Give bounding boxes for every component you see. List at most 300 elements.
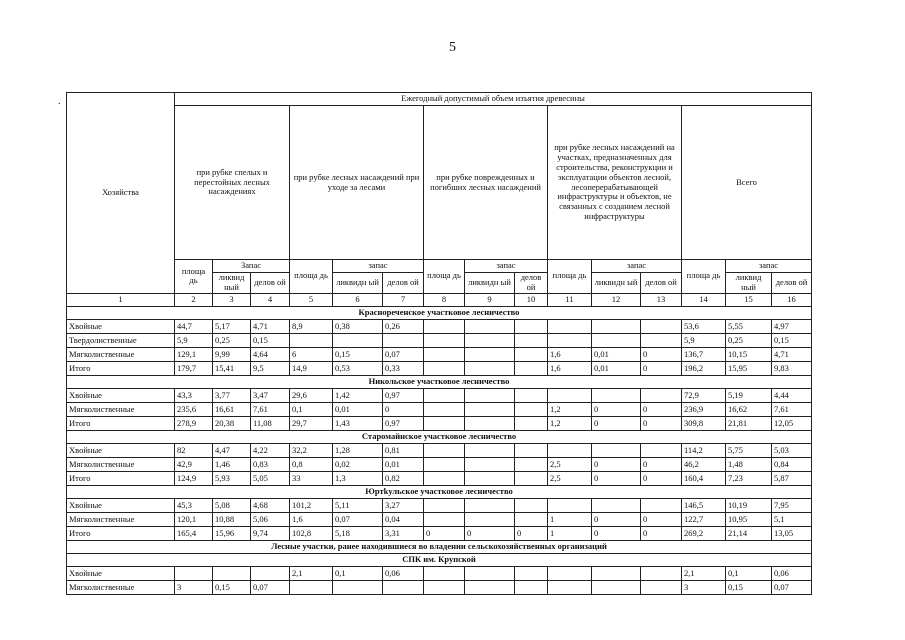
value-cell: 20,38: [213, 416, 251, 430]
value-cell: [465, 512, 515, 526]
species-label: Мягколиственные: [67, 457, 175, 471]
value-cell: 0,15: [333, 347, 383, 361]
value-cell: 0,26: [383, 319, 424, 333]
value-cell: [424, 580, 465, 594]
value-cell: 0,82: [383, 471, 424, 485]
value-cell: 0,83: [251, 457, 290, 471]
value-cell: 4,71: [772, 347, 812, 361]
value-cell: 2,1: [290, 566, 333, 580]
area-header: площа дь: [175, 260, 213, 294]
value-cell: 0,25: [726, 333, 772, 347]
value-cell: 7,61: [772, 402, 812, 416]
value-cell: [641, 388, 682, 402]
value-cell: 72,9: [682, 388, 726, 402]
value-cell: 2,5: [548, 471, 592, 485]
value-cell: [641, 443, 682, 457]
value-cell: [592, 333, 641, 347]
value-cell: 0,53: [333, 361, 383, 375]
value-cell: [515, 512, 548, 526]
value-cell: 0,81: [383, 443, 424, 457]
value-cell: 0,97: [383, 388, 424, 402]
value-cell: [290, 333, 333, 347]
value-cell: 5,1: [772, 512, 812, 526]
value-cell: 101,2: [290, 498, 333, 512]
value-cell: 5,17: [213, 319, 251, 333]
value-cell: [424, 457, 465, 471]
column-number: 15: [726, 293, 772, 306]
value-cell: [592, 580, 641, 594]
species-label: Хвойные: [67, 498, 175, 512]
group-care-header: при рубке лесных насаждений при уходе за лесами: [290, 106, 424, 260]
value-cell: 1: [548, 526, 592, 540]
value-cell: [251, 566, 290, 580]
value-cell: 0: [424, 526, 465, 540]
value-cell: 33: [290, 471, 333, 485]
value-cell: 1,6: [548, 361, 592, 375]
value-cell: [515, 361, 548, 375]
value-cell: 0,02: [333, 457, 383, 471]
column-number: 3: [213, 293, 251, 306]
value-cell: 7,61: [251, 402, 290, 416]
value-cell: 0,01: [383, 457, 424, 471]
value-cell: [515, 471, 548, 485]
value-cell: 43,3: [175, 388, 213, 402]
page-number: 5: [449, 40, 456, 55]
value-cell: [515, 333, 548, 347]
value-cell: 15,95: [726, 361, 772, 375]
value-cell: 5,55: [726, 319, 772, 333]
business-header: делов ой: [515, 273, 548, 294]
business-header: делов ой: [251, 273, 290, 294]
value-cell: 0: [641, 347, 682, 361]
value-cell: [290, 580, 333, 594]
value-cell: 3,77: [213, 388, 251, 402]
table-row: [67, 402, 812, 416]
value-cell: [213, 566, 251, 580]
value-cell: 236,9: [682, 402, 726, 416]
species-label: Хвойные: [67, 319, 175, 333]
value-cell: 4,68: [251, 498, 290, 512]
section-title: Краснореченское участковое лесничество: [67, 306, 812, 319]
value-cell: 5,9: [175, 333, 213, 347]
value-cell: 21,14: [726, 526, 772, 540]
value-cell: 13,05: [772, 526, 812, 540]
table-row: [67, 580, 812, 594]
annual-volume-header: Ежегодный допустимый объем изъятия древесины: [175, 93, 812, 106]
value-cell: 42,9: [175, 457, 213, 471]
value-cell: [548, 319, 592, 333]
value-cell: 16,62: [726, 402, 772, 416]
value-cell: 46,2: [682, 457, 726, 471]
value-cell: 0,1: [726, 566, 772, 580]
timber-volume-table: [66, 92, 812, 595]
stock-header: запас: [726, 260, 812, 273]
value-cell: 15,96: [213, 526, 251, 540]
stock-header: запас: [465, 260, 548, 273]
table-row: [67, 319, 812, 333]
value-cell: 0,07: [333, 512, 383, 526]
value-cell: 1,6: [290, 512, 333, 526]
value-cell: 4,44: [772, 388, 812, 402]
table-row: [67, 361, 812, 375]
value-cell: 3,27: [383, 498, 424, 512]
value-cell: 0: [592, 457, 641, 471]
value-cell: [465, 347, 515, 361]
value-cell: [424, 333, 465, 347]
species-label: Хвойные: [67, 388, 175, 402]
value-cell: 8,9: [290, 319, 333, 333]
value-cell: 0,25: [213, 333, 251, 347]
value-cell: 5,87: [772, 471, 812, 485]
value-cell: 0: [592, 526, 641, 540]
value-cell: 0: [383, 402, 424, 416]
value-cell: 160,4: [682, 471, 726, 485]
column-number: 11: [548, 293, 592, 306]
value-cell: 122,7: [682, 512, 726, 526]
value-cell: [592, 388, 641, 402]
value-cell: 0,01: [333, 402, 383, 416]
value-cell: 10,15: [726, 347, 772, 361]
value-cell: 0,07: [383, 347, 424, 361]
value-cell: 10,95: [726, 512, 772, 526]
value-cell: 0: [641, 471, 682, 485]
value-cell: 0: [592, 402, 641, 416]
value-cell: 136,7: [682, 347, 726, 361]
value-cell: 0,15: [213, 580, 251, 594]
value-cell: [592, 319, 641, 333]
column-number: 12: [592, 293, 641, 306]
value-cell: 0: [465, 526, 515, 540]
value-cell: 1,2: [548, 402, 592, 416]
value-cell: [641, 580, 682, 594]
species-label: Итого: [67, 471, 175, 485]
value-cell: 15,41: [213, 361, 251, 375]
liquid-header: ликвидн ый: [333, 273, 383, 294]
value-cell: [515, 457, 548, 471]
value-cell: [515, 443, 548, 457]
value-cell: 1: [548, 512, 592, 526]
value-cell: 7,23: [726, 471, 772, 485]
value-cell: 1,42: [333, 388, 383, 402]
value-cell: 5,75: [726, 443, 772, 457]
group-mature-header: при рубке спелых и перестойных лесных насаждениях: [175, 106, 290, 260]
table-row: [67, 526, 812, 540]
value-cell: [515, 388, 548, 402]
value-cell: 16,61: [213, 402, 251, 416]
value-cell: [641, 319, 682, 333]
value-cell: 1,28: [333, 443, 383, 457]
column-number: 2: [175, 293, 213, 306]
value-cell: 10,19: [726, 498, 772, 512]
value-cell: 29,6: [290, 388, 333, 402]
value-cell: [424, 443, 465, 457]
species-label: Итого: [67, 526, 175, 540]
liquid-header: ликвидн ый: [465, 273, 515, 294]
value-cell: 4,47: [213, 443, 251, 457]
value-cell: 0,06: [772, 566, 812, 580]
value-cell: 0: [641, 416, 682, 430]
value-cell: [548, 580, 592, 594]
value-cell: 6: [290, 347, 333, 361]
value-cell: 0,1: [290, 402, 333, 416]
group-damaged-header: при рубке поврежденных и погибших лесных насаждений: [424, 106, 548, 260]
species-label: Хвойные: [67, 443, 175, 457]
column-number: 14: [682, 293, 726, 306]
value-cell: 0,15: [251, 333, 290, 347]
value-cell: 0: [641, 361, 682, 375]
value-cell: 4,64: [251, 347, 290, 361]
value-cell: 0,01: [592, 347, 641, 361]
value-cell: 0,33: [383, 361, 424, 375]
column-number: 1: [67, 293, 175, 306]
value-cell: 1,43: [333, 416, 383, 430]
value-cell: 5,11: [333, 498, 383, 512]
area-header: площа дь: [548, 260, 592, 294]
value-cell: [424, 388, 465, 402]
margin-dot: .: [58, 96, 61, 107]
value-cell: 3: [175, 580, 213, 594]
value-cell: 5,93: [213, 471, 251, 485]
value-cell: 9,74: [251, 526, 290, 540]
table-row: [67, 347, 812, 361]
value-cell: [548, 388, 592, 402]
value-cell: 3,47: [251, 388, 290, 402]
value-cell: 165,4: [175, 526, 213, 540]
farms-header: Хозяйства: [67, 93, 175, 294]
value-cell: 129,1: [175, 347, 213, 361]
value-cell: 5,08: [213, 498, 251, 512]
species-label: Мягколиственные: [67, 512, 175, 526]
value-cell: 0,15: [772, 333, 812, 347]
column-number: 9: [465, 293, 515, 306]
value-cell: 0: [641, 512, 682, 526]
value-cell: [641, 566, 682, 580]
value-cell: [465, 443, 515, 457]
section-title: Лесные участки, ранее находившиеся во владении сельскохозяйственных организаций: [67, 540, 812, 553]
species-label: Хвойные: [67, 566, 175, 580]
value-cell: 0: [515, 526, 548, 540]
group-total-header: Всего: [682, 106, 812, 260]
value-cell: [515, 498, 548, 512]
value-cell: 0,07: [251, 580, 290, 594]
value-cell: 5,18: [333, 526, 383, 540]
species-label: Мягколиственные: [67, 580, 175, 594]
column-number: 16: [772, 293, 812, 306]
table-row: [67, 457, 812, 471]
column-number: 8: [424, 293, 465, 306]
table-row: [67, 498, 812, 512]
section-title: Старомайнское участковое лесничество: [67, 430, 812, 443]
value-cell: 2,1: [682, 566, 726, 580]
value-cell: 269,2: [682, 526, 726, 540]
value-cell: [465, 402, 515, 416]
value-cell: [592, 498, 641, 512]
value-cell: 0,84: [772, 457, 812, 471]
value-cell: [465, 566, 515, 580]
value-cell: [383, 333, 424, 347]
value-cell: [548, 443, 592, 457]
value-cell: 0,15: [726, 580, 772, 594]
value-cell: [175, 566, 213, 580]
section-title: Юртkульское участковое лесничество: [67, 485, 812, 498]
value-cell: 0: [592, 416, 641, 430]
value-cell: [548, 498, 592, 512]
value-cell: [465, 416, 515, 430]
value-cell: 12,05: [772, 416, 812, 430]
value-cell: [465, 361, 515, 375]
value-cell: 7,95: [772, 498, 812, 512]
business-header: делов ой: [772, 273, 812, 294]
value-cell: 4,71: [251, 319, 290, 333]
value-cell: 0,01: [592, 361, 641, 375]
value-cell: 1,46: [213, 457, 251, 471]
value-cell: 1,2: [548, 416, 592, 430]
value-cell: 9,99: [213, 347, 251, 361]
value-cell: [424, 498, 465, 512]
column-number: 6: [333, 293, 383, 306]
value-cell: [465, 471, 515, 485]
stock-header: запас: [333, 260, 424, 273]
value-cell: [548, 566, 592, 580]
value-cell: 82: [175, 443, 213, 457]
value-cell: [424, 319, 465, 333]
table-row: [67, 512, 812, 526]
value-cell: [592, 443, 641, 457]
stock-header: Запас: [213, 260, 290, 273]
value-cell: [515, 580, 548, 594]
value-cell: 11,08: [251, 416, 290, 430]
value-cell: [424, 402, 465, 416]
value-cell: [548, 333, 592, 347]
value-cell: [465, 580, 515, 594]
value-cell: 114,2: [682, 443, 726, 457]
liquid-header: ликвид ный: [213, 273, 251, 294]
value-cell: [641, 498, 682, 512]
value-cell: [592, 566, 641, 580]
value-cell: [383, 580, 424, 594]
value-cell: 5,9: [682, 333, 726, 347]
liquid-header: ликвидн ый: [592, 273, 641, 294]
group-construction-header: при рубке лесных насаждений на участках, предназначенных для строительства, реконструкции и эксплуатации объектов лесной, лесоперерабатывающей инфраструктуры и объектов, не связанных с созданием лесной инфраструктуры: [548, 106, 682, 260]
value-cell: [424, 416, 465, 430]
table-row: [67, 388, 812, 402]
area-header: площа дь: [424, 260, 465, 294]
value-cell: [641, 333, 682, 347]
column-number: 13: [641, 293, 682, 306]
value-cell: 1,6: [548, 347, 592, 361]
value-cell: 0,06: [383, 566, 424, 580]
value-cell: 21,81: [726, 416, 772, 430]
value-cell: [515, 566, 548, 580]
column-number: 7: [383, 293, 424, 306]
area-header: площа дь: [290, 260, 333, 294]
section-title: Никольское участковое лесничество: [67, 375, 812, 388]
column-number: 5: [290, 293, 333, 306]
value-cell: 4,97: [772, 319, 812, 333]
value-cell: 0: [641, 457, 682, 471]
value-cell: [465, 319, 515, 333]
value-cell: 0: [592, 512, 641, 526]
liquid-header: ликвид ный: [726, 273, 772, 294]
value-cell: [424, 471, 465, 485]
value-cell: 4,22: [251, 443, 290, 457]
species-label: Итого: [67, 416, 175, 430]
value-cell: 0,1: [333, 566, 383, 580]
species-label: Итого: [67, 361, 175, 375]
value-cell: [515, 416, 548, 430]
value-cell: 1,48: [726, 457, 772, 471]
table-row: [67, 333, 812, 347]
species-label: Мягколиственные: [67, 402, 175, 416]
value-cell: 309,8: [682, 416, 726, 430]
value-cell: 3,31: [383, 526, 424, 540]
value-cell: 45,3: [175, 498, 213, 512]
table-row: [67, 471, 812, 485]
species-label: Твердолиственные: [67, 333, 175, 347]
value-cell: [465, 457, 515, 471]
value-cell: 196,2: [682, 361, 726, 375]
value-cell: 0: [641, 526, 682, 540]
value-cell: 0: [592, 471, 641, 485]
value-cell: [424, 566, 465, 580]
stock-header: запас: [592, 260, 682, 273]
value-cell: [515, 347, 548, 361]
value-cell: 44,7: [175, 319, 213, 333]
section-title: СПК им. Крупской: [67, 553, 812, 566]
value-cell: 5,19: [726, 388, 772, 402]
table-row: [67, 443, 812, 457]
value-cell: 5,05: [251, 471, 290, 485]
value-cell: 5,03: [772, 443, 812, 457]
value-cell: [465, 498, 515, 512]
value-cell: 179,7: [175, 361, 213, 375]
value-cell: 9,5: [251, 361, 290, 375]
value-cell: 0,07: [772, 580, 812, 594]
value-cell: 3: [682, 580, 726, 594]
value-cell: 102,8: [290, 526, 333, 540]
business-header: делов ой: [383, 273, 424, 294]
value-cell: [515, 402, 548, 416]
table-row: [67, 416, 812, 430]
value-cell: 235,6: [175, 402, 213, 416]
column-number: 4: [251, 293, 290, 306]
area-header: площа дь: [682, 260, 726, 294]
value-cell: [424, 347, 465, 361]
value-cell: 2,5: [548, 457, 592, 471]
value-cell: 124,9: [175, 471, 213, 485]
value-cell: [424, 361, 465, 375]
value-cell: 53,6: [682, 319, 726, 333]
value-cell: [465, 388, 515, 402]
value-cell: 5,06: [251, 512, 290, 526]
value-cell: [333, 333, 383, 347]
column-number: 10: [515, 293, 548, 306]
value-cell: 1,3: [333, 471, 383, 485]
value-cell: 29,7: [290, 416, 333, 430]
value-cell: 32,2: [290, 443, 333, 457]
value-cell: 0,04: [383, 512, 424, 526]
value-cell: 0,38: [333, 319, 383, 333]
value-cell: 146,5: [682, 498, 726, 512]
value-cell: 278,9: [175, 416, 213, 430]
value-cell: [424, 512, 465, 526]
table-row: [67, 566, 812, 580]
value-cell: 10,88: [213, 512, 251, 526]
value-cell: [465, 333, 515, 347]
value-cell: 0: [641, 402, 682, 416]
value-cell: 14,9: [290, 361, 333, 375]
value-cell: 0,97: [383, 416, 424, 430]
